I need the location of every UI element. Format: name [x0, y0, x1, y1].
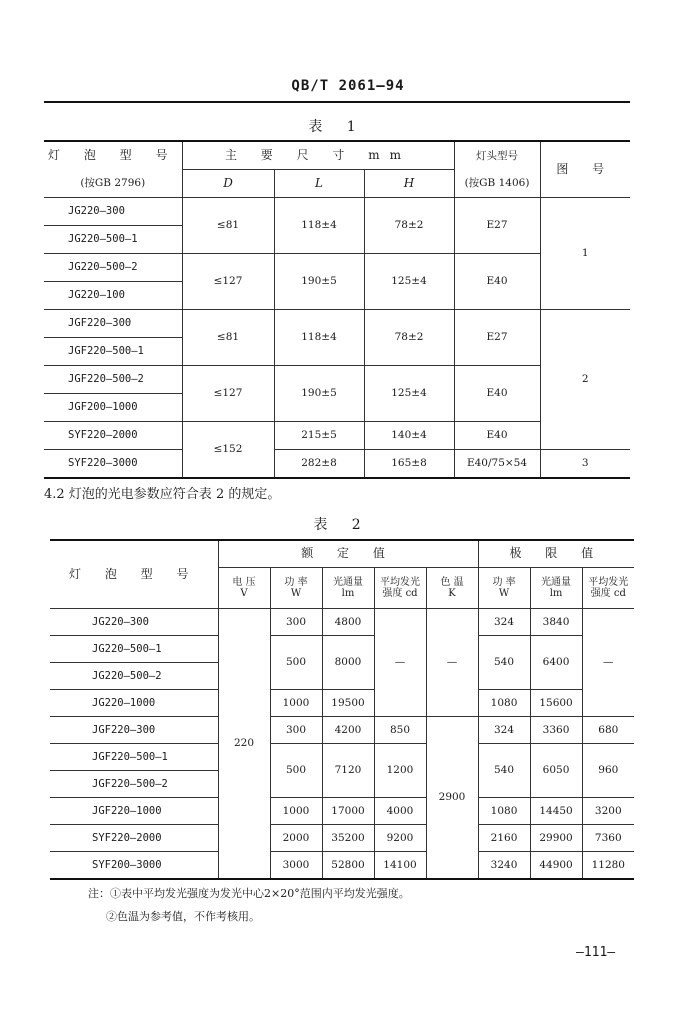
table-row: JGF220—500—1 [44, 338, 182, 366]
table2-limit-flux-cell: 44900 [530, 852, 582, 880]
table2-limit-power-cell: 324 [478, 609, 530, 636]
table1-cap-cell: E27 [454, 198, 540, 254]
table1-header-model: 灯 泡 型 号 [44, 141, 182, 170]
table-row: SYF200—3000 [50, 852, 218, 880]
table2-limit-power-cell: 540 [478, 744, 530, 798]
table2-header-limit-flux: 光通量 lm [530, 568, 582, 609]
table1-cap-cell: E40 [454, 422, 540, 450]
table2-header-limit-intensity: 平均发光 强度 cd [582, 568, 634, 609]
table2-limit-power-cell: 3240 [478, 852, 530, 880]
table1-cap-cell: E40/75×54 [454, 450, 540, 479]
table2-flux-cell: 4200 [322, 717, 374, 744]
table2-voltage-cell: 220 [218, 609, 270, 880]
table2-header-power: 功 率 W [270, 568, 322, 609]
table-row: JGF220—500—2 [50, 771, 218, 798]
table2-limit-power-cell: 1080 [478, 690, 530, 717]
table1-header-cap: 灯头型号 [454, 141, 540, 170]
table2-flux-cell: 19500 [322, 690, 374, 717]
note-2: ②色温为参考值，不作考核用。 [106, 910, 260, 923]
table1-h-cell: 125±4 [364, 366, 454, 422]
table2-intensity-cell: 1200 [374, 744, 426, 798]
table2-header-intensity: 平均发光 强度 cd [374, 568, 426, 609]
table1-figure-cell: 1 [540, 198, 630, 310]
table2-notes [88, 882, 410, 928]
table2-header-flux: 光通量 lm [322, 568, 374, 609]
page-number: —111— [576, 945, 616, 960]
table1-header-d: D [182, 170, 274, 198]
table-row: SYF220—3000 [44, 450, 182, 479]
table2-power-cell: 3000 [270, 852, 322, 880]
table2-header-limit-power: 功 率 W [478, 568, 530, 609]
table2-limit-flux-cell: 15600 [530, 690, 582, 717]
table1-header-model-std: (按GB 2796) [44, 170, 182, 198]
header-rule [44, 101, 630, 103]
table1-l-cell: 282±8 [274, 450, 364, 479]
table1-header-h: H [364, 170, 454, 198]
table2-power-cell: 1000 [270, 798, 322, 825]
table2-limit-flux-cell: 6050 [530, 744, 582, 798]
table-row: JGF220—1000 [50, 798, 218, 825]
table1-l-cell: 190±5 [274, 366, 364, 422]
table1-cap-cell: E27 [454, 310, 540, 366]
table2-caption: 表 2 [313, 517, 371, 533]
table1-header-dims: 主 要 尺 寸 mm [182, 141, 454, 170]
table2-intensity-cell: 4000 [374, 798, 426, 825]
table1-cap-cell: E40 [454, 366, 540, 422]
table-row: JGF220—500—1 [50, 744, 218, 771]
table2-limit-power-cell: 540 [478, 636, 530, 690]
table2-cct-cell: 2900 [426, 717, 478, 880]
table1-h-cell: 125±4 [364, 254, 454, 310]
table2-flux-cell: 52800 [322, 852, 374, 880]
table2-header-cct: 色 温 K [426, 568, 478, 609]
table-row: JG220—1000 [50, 690, 218, 717]
table1-l-cell: 215±5 [274, 422, 364, 450]
table1-header-l: L [274, 170, 364, 198]
table2-limit-intensity-cell: — [582, 609, 634, 717]
table1-l-cell: 190±5 [274, 254, 364, 310]
table-row: JG220—500—1 [50, 636, 218, 663]
table2-photometric [50, 539, 634, 880]
table2-power-cell: 1000 [270, 690, 322, 717]
table2-limit-flux-cell: 3360 [530, 717, 582, 744]
table1-h-cell: 78±2 [364, 198, 454, 254]
table2-flux-cell: 8000 [322, 636, 374, 690]
table1-caption: 表 1 [308, 119, 366, 135]
table1-header-cap-std: (按GB 1406) [454, 170, 540, 198]
table2-limit-power-cell: 1080 [478, 798, 530, 825]
table2-limit-flux-cell: 14450 [530, 798, 582, 825]
table2-power-cell: 300 [270, 609, 322, 636]
table-row: JG220—500—1 [44, 226, 182, 254]
table-row: SYF220—2000 [50, 825, 218, 852]
table2-intensity-cell: — [374, 609, 426, 717]
table-row: SYF220—2000 [44, 422, 182, 450]
table2-limit-intensity-cell: 7360 [582, 825, 634, 852]
table1-cap-cell: E40 [454, 254, 540, 310]
table2-limit-flux-cell: 3840 [530, 609, 582, 636]
table2-limit-intensity-cell: 11280 [582, 852, 634, 880]
table2-limit-intensity-cell: 680 [582, 717, 634, 744]
table2-limit-intensity-cell: 960 [582, 744, 634, 798]
table2-intensity-cell: 14100 [374, 852, 426, 880]
table2-header-model: 灯 泡 型 号 [50, 540, 218, 609]
table2-limit-power-cell: 2160 [478, 825, 530, 852]
clause-4-2: 4.2 灯泡的光电参数应符合表 2 的规定。 [44, 487, 281, 502]
table2-flux-cell: 35200 [322, 825, 374, 852]
table2-power-cell: 500 [270, 744, 322, 798]
table2-power-cell: 500 [270, 636, 322, 690]
table2-header-voltage: 电 压 V [218, 568, 270, 609]
table-row: JGF220—300 [44, 310, 182, 338]
table-row: JG220—100 [44, 282, 182, 310]
table1-h-cell: 78±2 [364, 310, 454, 366]
table-row: JGF200—1000 [44, 394, 182, 422]
table1-d-cell: ≤81 [182, 310, 274, 366]
table-row: JG220—500—2 [44, 254, 182, 282]
table-row: JG220—300 [44, 198, 182, 226]
table1-figure-cell: 3 [540, 450, 630, 479]
table2-limit-intensity-cell: 3200 [582, 798, 634, 825]
table2-limit-power-cell: 324 [478, 717, 530, 744]
table1-d-cell: ≤127 [182, 254, 274, 310]
table2-intensity-cell: 9200 [374, 825, 426, 852]
table-row: JGF220—500—2 [44, 366, 182, 394]
table1-dimensions [44, 140, 630, 479]
table1-h-cell: 165±8 [364, 450, 454, 479]
table1-d-cell: ≤127 [182, 366, 274, 422]
table2-flux-cell: 17000 [322, 798, 374, 825]
table1-l-cell: 118±4 [274, 310, 364, 366]
table1-l-cell: 118±4 [274, 198, 364, 254]
table2-power-cell: 300 [270, 717, 322, 744]
table2-power-cell: 2000 [270, 825, 322, 852]
note-1: 注：①表中平均发光强度为发光中心2×20°范围内平均发光强度。 [88, 887, 410, 900]
table2-cct-cell: — [426, 609, 478, 717]
table1-h-cell: 140±4 [364, 422, 454, 450]
table1-d-cell: ≤152 [182, 422, 274, 479]
table2-limit-flux-cell: 6400 [530, 636, 582, 690]
table2-header-rated: 额 定 值 [218, 540, 478, 568]
table2-flux-cell: 4800 [322, 609, 374, 636]
table1-d-cell: ≤81 [182, 198, 274, 254]
table2-intensity-cell: 850 [374, 717, 426, 744]
table-row: JGF220—300 [50, 717, 218, 744]
document-code: QB/T 2061—94 [291, 78, 405, 94]
table-row: JG220—300 [50, 609, 218, 636]
table2-flux-cell: 7120 [322, 744, 374, 798]
table1-header-figure: 图 号 [540, 141, 630, 198]
table1-figure-cell: 2 [540, 310, 630, 450]
table2-limit-flux-cell: 29900 [530, 825, 582, 852]
table-row: JG220—500—2 [50, 663, 218, 690]
table2-header-limit: 极 限 值 [478, 540, 634, 568]
